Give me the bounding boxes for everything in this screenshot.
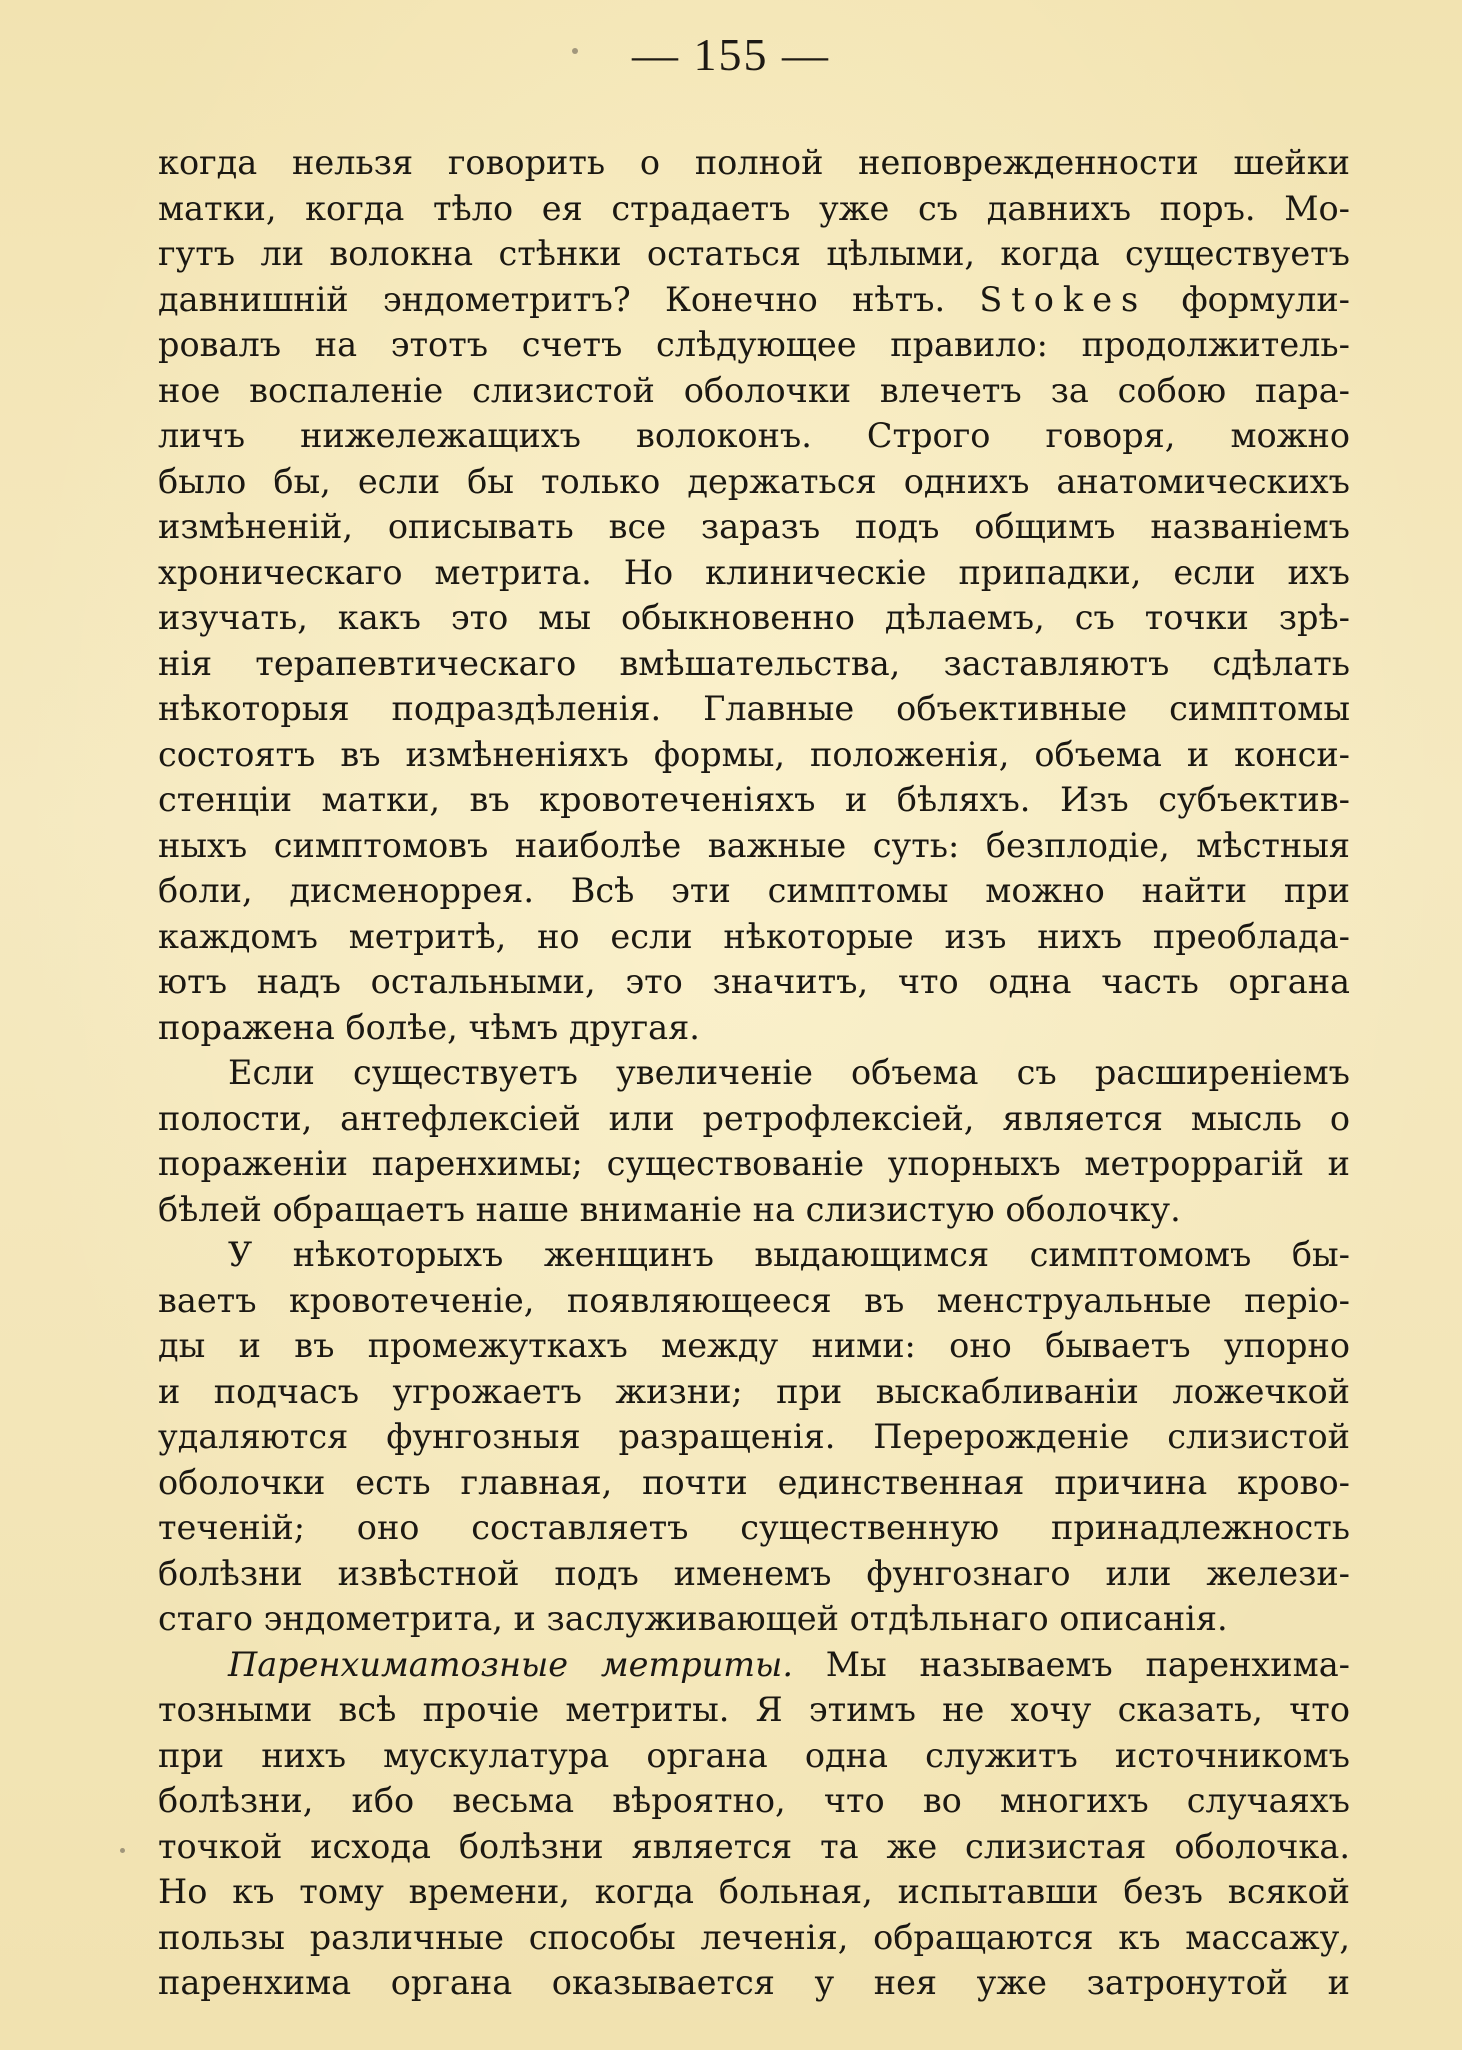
text-fragment: давнишній эндометритъ? Конечно нѣтъ. bbox=[158, 279, 980, 319]
text-line: состоятъ въ измѣненіяхъ формы, положенія, объема и конси- bbox=[158, 734, 1350, 774]
text-fragment: Мы называемъ паренхима- bbox=[792, 1644, 1350, 1684]
text-line: оболочки есть главная, почти единственная причина крово- bbox=[158, 1462, 1350, 1502]
page-number: — 155 — bbox=[632, 29, 830, 80]
text-line: стаго эндометрита, и заслуживающей отдѣльнаго описанія. bbox=[158, 1599, 1228, 1638]
text-line bbox=[158, 277, 1350, 323]
author-name: Stokes bbox=[979, 279, 1148, 319]
ink-speck bbox=[120, 1848, 125, 1853]
text-line: Но къ тому времени, когда больная, испытавши безъ всякой bbox=[158, 1872, 1350, 1911]
text-line: измѣненій, описывать все заразъ подъ общимъ названіемъ bbox=[158, 507, 1350, 546]
ink-speck bbox=[572, 48, 578, 54]
text-line: бѣлей обращаетъ наше вниманіе на слизистую оболочку. bbox=[158, 1189, 1181, 1229]
text-line: поражена болѣе, чѣмъ другая. bbox=[158, 1007, 700, 1047]
body-text bbox=[158, 140, 1350, 2006]
text-line: ровалъ на этотъ счетъ слѣдующее правило: продолжитель- bbox=[158, 325, 1350, 364]
text-line: болѣзни извѣстной подъ именемъ фунгознаго или желези- bbox=[158, 1553, 1350, 1593]
text-line: матки, когда тѣло ея страдаетъ уже съ давнихъ поръ. Мо- bbox=[158, 188, 1350, 228]
text-line: и подчасъ угрожаетъ жизни; при выскабливаніи ложечкой bbox=[158, 1371, 1350, 1411]
text-line: тозными всѣ прочіе метриты. Я этимъ не хочу сказать, что bbox=[158, 1690, 1350, 1729]
text-line: нія терапевтическаго вмѣшательства, заставляютъ сдѣлать bbox=[158, 643, 1350, 683]
text-line: когда нельзя говорить о полной неповрежденности шейки bbox=[158, 143, 1350, 182]
text-line: пользы различные способы леченія, обращаются къ массажу, bbox=[158, 1917, 1350, 1957]
text-line: ныхъ симптомовъ наиболѣе важные суть: безплодіе, мѣстныя bbox=[158, 825, 1350, 865]
text-line: У нѣкоторыхъ женщинъ выдающимся симптомомъ бы- bbox=[228, 1235, 1350, 1274]
text-line: точкой исхода болѣзни является та же слизистая оболочка. bbox=[158, 1826, 1350, 1866]
text-line: боли, дисменоррея. Всѣ эти симптомы можно найти при bbox=[158, 871, 1350, 910]
text-line: полости, антефлексіей или ретрофлексіей, является мысль о bbox=[158, 1098, 1350, 1138]
text-line: удаляются фунгозныя разращенія. Перерожденіе слизистой bbox=[158, 1417, 1350, 1456]
text-line: теченій; оно составляетъ существенную принадлежность bbox=[158, 1508, 1350, 1547]
text-line: нѣкоторыя подраздѣленія. Главные объективные симптомы bbox=[158, 689, 1350, 728]
text-line: каждомъ метритѣ, но если нѣкоторые изъ нихъ преоблада- bbox=[158, 916, 1350, 956]
text-line: болѣзни, ибо весьма вѣроятно, что во многихъ случаяхъ bbox=[158, 1781, 1350, 1820]
text-line: гутъ ли волокна стѣнки остаться цѣлыми, когда существуетъ bbox=[158, 234, 1350, 273]
text-line: стенціи матки, въ кровотеченіяхъ и бѣляхъ. Изъ субъектив- bbox=[158, 780, 1350, 819]
text-line: ды и въ промежуткахъ между ними: оно бываетъ упорно bbox=[158, 1326, 1350, 1365]
text-line: пораженіи паренхимы; существованіе упорныхъ метроррагій и bbox=[158, 1144, 1350, 1183]
text-line: ваетъ кровотеченіе, появляющееся въ менструальные періо- bbox=[158, 1280, 1350, 1320]
text-line: изучать, какъ это мы обыкновенно дѣлаемъ, съ точки зрѣ- bbox=[158, 598, 1350, 637]
text-line: при нихъ мускулатура органа одна служитъ источникомъ bbox=[158, 1735, 1350, 1775]
text-line: личъ нижележащихъ волоконъ. Строго говоря, можно bbox=[158, 416, 1350, 455]
section-heading: Паренхиматозные метриты. bbox=[228, 1644, 793, 1684]
text-line: паренхима органа оказывается у нея уже затронутой и bbox=[158, 1963, 1350, 2002]
text-line bbox=[158, 1642, 1350, 1688]
text-line: было бы, если бы только держаться однихъ анатомическихъ bbox=[158, 461, 1350, 501]
text-line: ное воспаленіе слизистой оболочки влечетъ за собою пара- bbox=[158, 370, 1350, 410]
text-line: ютъ надъ остальными, это значитъ, что одна часть органа bbox=[158, 962, 1350, 1001]
text-fragment: формули- bbox=[1147, 279, 1350, 319]
text-line: хроническаго метрита. Но клиническіе припадки, если ихъ bbox=[158, 552, 1350, 592]
text-line: Если существуетъ увеличеніе объема съ расширеніемъ bbox=[228, 1053, 1350, 1092]
